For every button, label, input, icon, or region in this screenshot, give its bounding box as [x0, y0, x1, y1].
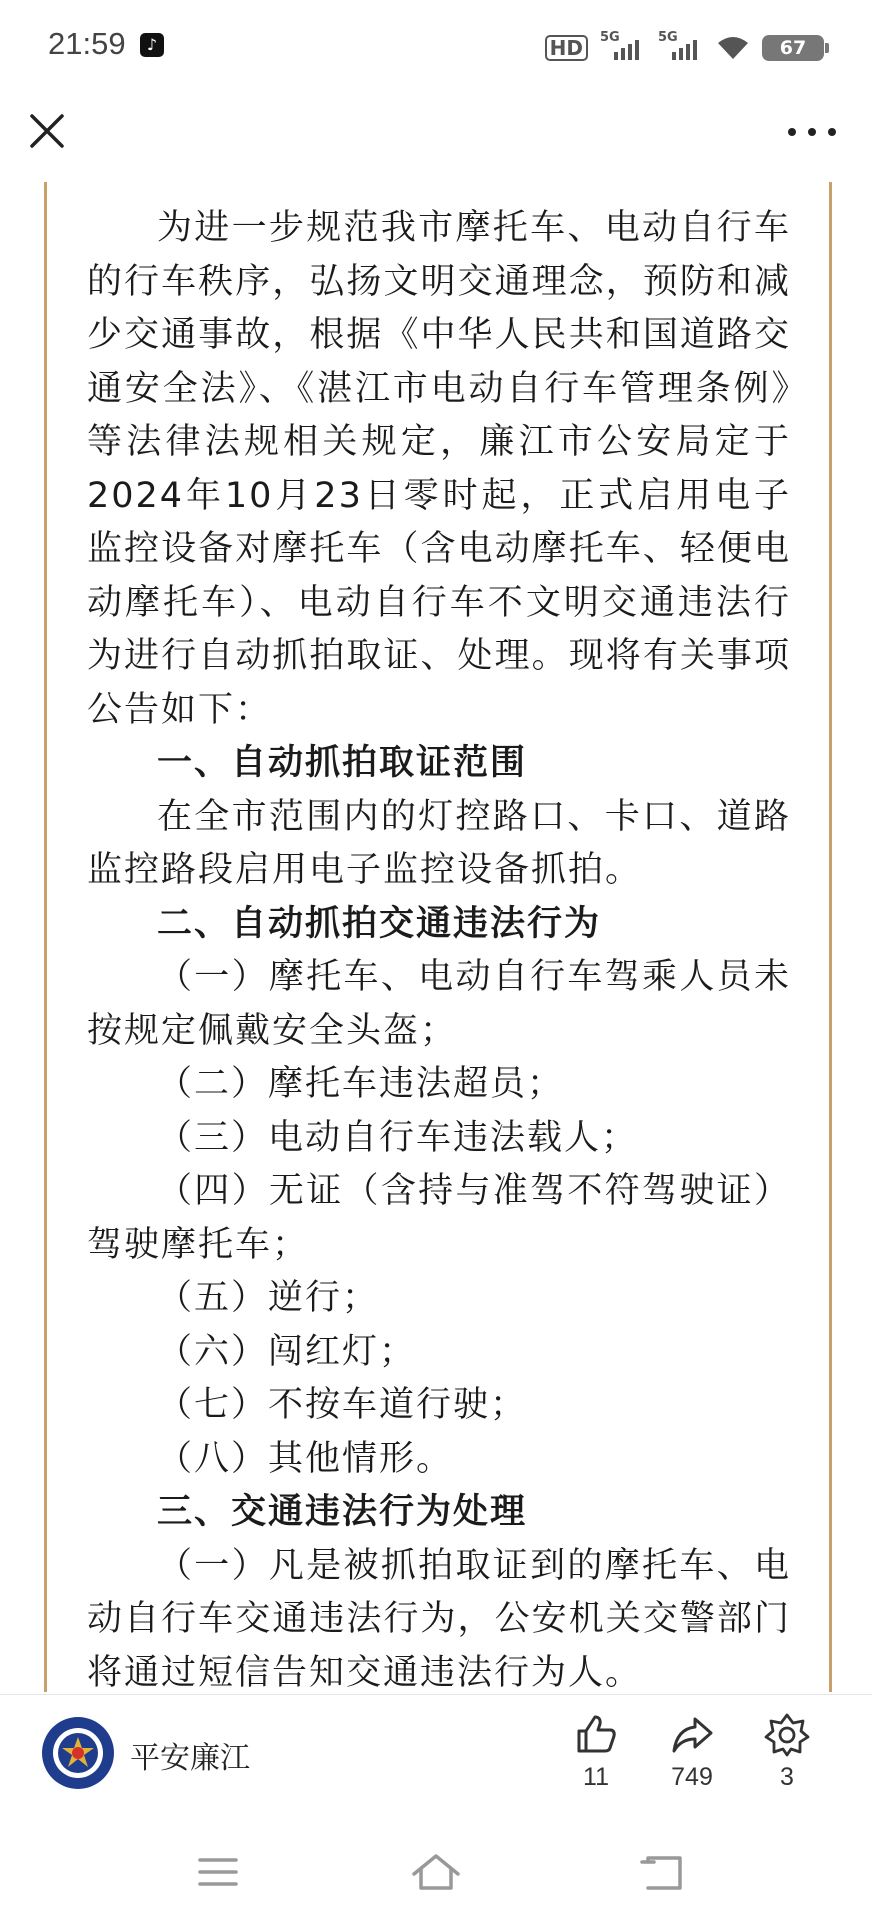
- share-count: 749: [671, 1763, 713, 1791]
- share-button[interactable]: [652, 1711, 732, 1792]
- list-item: （二）摩托车违法超员；: [157, 1064, 565, 1104]
- more-options-button[interactable]: [784, 110, 840, 150]
- list-item: （六）闯红灯；: [157, 1331, 417, 1372]
- close-button[interactable]: [22, 106, 72, 156]
- signal-icon: 5G: [600, 34, 646, 62]
- paragraph: 为进一步规范我市摩托车、电动自行车的行车秩序，弘扬文明交通理念，预防和减少交通事故，根据《中华人民共和国道路交通安全法》、《湛江市电动自行车管理条例》等法律法规相关规定，廉江市公安局定于2024年10月23日零时起，正式启用电子监控设备对摩托车（含电动摩托车、轻便电动摩托车）、电动自行车不文明交通违法行为进行自动抓拍取证、处理。现将有关事项公告如下：: [87, 208, 791, 730]
- system-nav-bar: [0, 1824, 872, 1920]
- paragraph: 在全市范围内的灯控路口、卡口、道路监控路段启用电子监控设备抓拍。: [87, 796, 791, 890]
- favorite-button[interactable]: [747, 1711, 827, 1792]
- section-heading: 一、自动抓拍取证范围: [157, 743, 528, 783]
- account-avatar[interactable]: [42, 1717, 114, 1789]
- back-button[interactable]: [634, 1850, 694, 1894]
- tiktok-icon: ♪: [140, 33, 164, 57]
- more-dot-icon: [788, 128, 796, 136]
- back-icon: [634, 1850, 694, 1894]
- favorite-count: 3: [780, 1763, 794, 1791]
- list-item: （八）其他情形。: [157, 1438, 454, 1479]
- list-item: （一）摩托车、电动自行车驾乘人员未按规定佩戴安全头盔；: [87, 957, 791, 1051]
- footer-action-bar: [0, 1694, 872, 1825]
- account-name[interactable]: 平安廉江: [130, 1741, 250, 1776]
- system-icons: [545, 30, 824, 66]
- recent-apps-button[interactable]: [188, 1850, 248, 1894]
- section-heading: 二、自动抓拍交通违法行为: [157, 903, 602, 944]
- like-button[interactable]: [556, 1711, 636, 1792]
- status-bar: [0, 0, 872, 96]
- article-text: [87, 202, 791, 1692]
- list-item: （五）逆行；: [157, 1278, 380, 1318]
- close-icon: [22, 106, 72, 156]
- status-time: 21:59: [48, 26, 126, 61]
- list-item: （一）凡是被抓拍取证到的摩托车、电动自行车交通违法行为，公安机关交警部门将通过短信告知交通违法行为人。: [87, 1545, 791, 1692]
- flower-icon: [764, 1711, 810, 1757]
- thumbs-up-icon: [573, 1711, 619, 1757]
- more-dot-icon: [808, 128, 816, 136]
- article-content[interactable]: [44, 182, 832, 1692]
- like-count: 11: [583, 1763, 609, 1791]
- list-item: （七）不按车道行驶；: [157, 1385, 528, 1425]
- share-icon: [669, 1711, 715, 1757]
- list-item: （三）电动自行车违法载人；: [157, 1117, 639, 1158]
- battery-icon: 67: [762, 35, 824, 61]
- wifi-icon: [716, 35, 750, 61]
- more-dot-icon: [828, 128, 836, 136]
- menu-icon: [188, 1850, 248, 1894]
- hd-icon: HD: [545, 35, 588, 61]
- home-button[interactable]: [406, 1850, 466, 1894]
- home-icon: [406, 1850, 466, 1894]
- list-item: （四）无证（含持与准驾不符驾驶证）驾驶摩托车；: [87, 1171, 791, 1265]
- police-badge-icon: [42, 1717, 114, 1789]
- signal-icon-2: 5G: [658, 34, 704, 62]
- section-heading: 三、交通违法行为处理: [157, 1492, 528, 1532]
